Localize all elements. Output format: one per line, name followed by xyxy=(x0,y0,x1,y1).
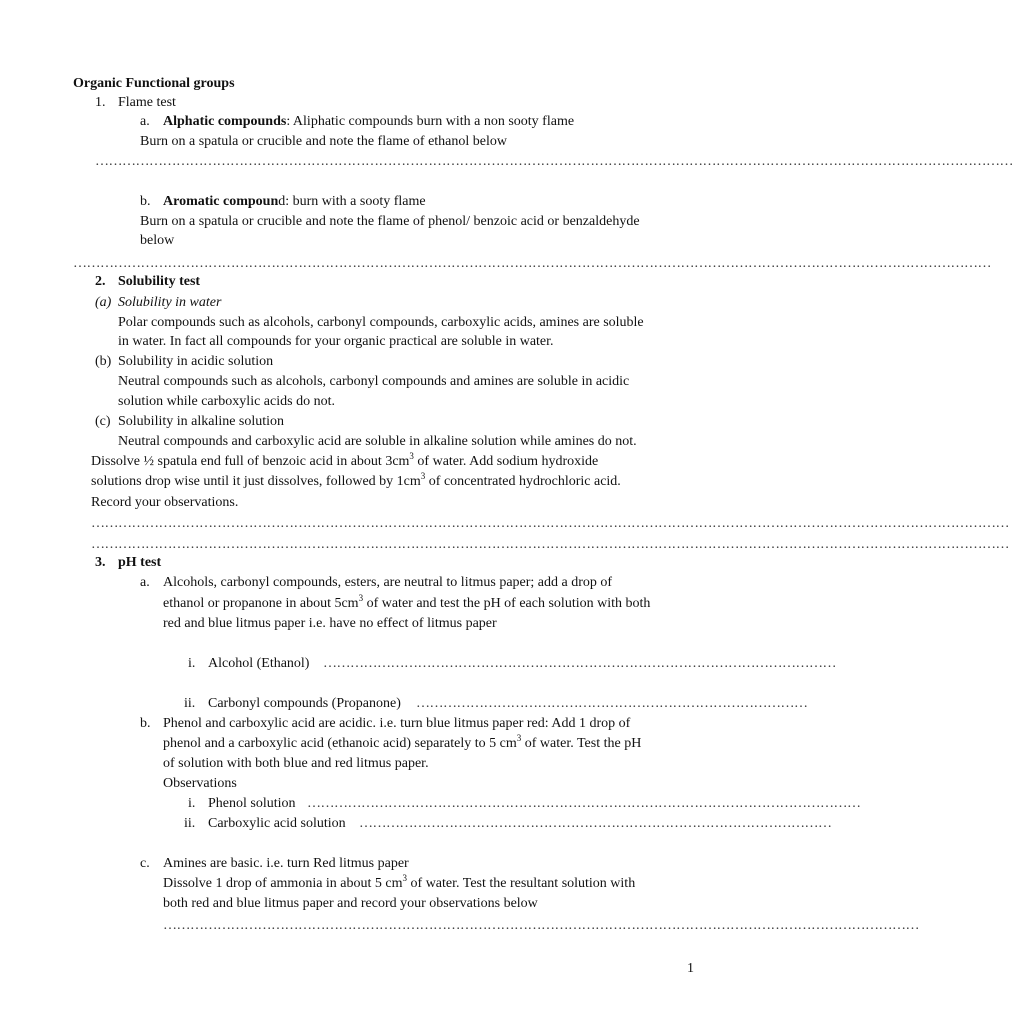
answer-line-carboxylic-acid[interactable]: …………………………………………………………………………………………… xyxy=(359,816,832,831)
ph-a-text-2: ethanol or propanone in about $5cm^3$ of water and test the pH of each solution with both xyxy=(163,593,651,611)
procedure-line-1: Dissolve ½ spatula end full of benzoic acid in about $3cm^3$ of water. Add sodium hydroxide xyxy=(91,451,599,469)
section-number-flame: 1. xyxy=(95,95,106,110)
water-text-1: Polar compounds such as alcohols, carbonyl compounds, carboxylic acids, amines are soluble xyxy=(118,315,644,330)
answer-line-ethanol-ph[interactable]: …………………………………………………………………………………………………… xyxy=(323,656,836,671)
section-heading-solubility: Solubility test xyxy=(118,274,201,289)
water-text-2: in water. In fact all compounds for your organic practical are soluble in water. xyxy=(118,334,554,349)
ph-b-ii-number: ii. xyxy=(184,816,196,831)
answer-line-ethanol-flame[interactable]: …………………………………………………………………………………………………………………………………………………………………………………… xyxy=(95,154,1013,169)
section-heading-flame: Flame test xyxy=(118,95,176,110)
ph-b-text-2: phenol and a carboxylic acid (ethanoic acid) separately to 5 $cm^3$ of water. Test the pH xyxy=(163,733,642,751)
ph-item-letter-a: a. xyxy=(140,575,150,590)
answer-line-phenol[interactable]: …………………………………………………………………………………………………………… xyxy=(307,796,861,811)
ph-b-observations: Observations xyxy=(163,776,237,791)
answer-line-solubility-1[interactable]: …………………………………………………………………………………………………………………………………………………………………………………… xyxy=(91,516,1009,531)
sub-label-c: (c) xyxy=(95,414,111,429)
acidic-text-1: Neutral compounds such as alcohols, carbonyl compounds and amines are soluble in acidic xyxy=(118,374,630,389)
ph-b-text-3: of solution with both blue and red litmus paper. xyxy=(163,756,429,771)
answer-line-propanone-ph[interactable]: …………………………………………………………………………… xyxy=(416,696,808,711)
alkaline-text-1: Neutral compounds and carboxylic acid are soluble in alkaline solution while amines do not. xyxy=(118,434,637,449)
sub-label-a: (a) xyxy=(95,295,112,310)
sub-heading-acidic: Solubility in acidic solution xyxy=(118,354,274,369)
ph-a-i-number: i. xyxy=(188,656,196,671)
ph-b-i-label: Phenol solution xyxy=(208,796,296,811)
ph-a-text-1: Alcohols, carbonyl compounds, esters, are neutral to litmus paper; add a drop of xyxy=(163,575,613,590)
item-letter-b: b. xyxy=(140,194,151,209)
ph-b-text-1: Phenol and carboxylic acid are acidic. i.e. turn blue litmus paper red: Add 1 drop of xyxy=(163,716,631,731)
answer-line-aromatic-flame[interactable]: …………………………………………………………………………………………………………………………………………………………………………………… xyxy=(73,256,991,271)
answer-line-solubility-2[interactable]: …………………………………………………………………………………………………………………………………………………………………………………… xyxy=(91,537,1009,552)
ph-c-text-1: Amines are basic. i.e. turn Red litmus paper xyxy=(163,856,409,871)
procedure-line-3: Record your observations. xyxy=(91,495,239,510)
sub-label-b: (b) xyxy=(95,354,112,369)
ph-b-i-number: i. xyxy=(188,796,196,811)
ph-b-ii-label: Carboxylic acid solution xyxy=(208,816,346,831)
ph-a-i-label: Alcohol (Ethanol) xyxy=(208,656,310,671)
sub-heading-alkaline: Solubility in alkaline solution xyxy=(118,414,285,429)
aromatic-instruction: Burn on a spatula or crucible and note the flame of phenol/ benzoic acid or benzaldehyde xyxy=(140,214,640,229)
procedure-line-2: solutions drop wise until it just dissolves, followed by $1cm^3$ of concentrated hydrochloric acid. xyxy=(91,471,621,489)
section-number-ph: 3. xyxy=(95,555,106,570)
document-title: Organic Functional groups xyxy=(73,76,235,91)
ph-a-ii-label: Carbonyl compounds (Propanone) xyxy=(208,696,401,711)
section-number-solubility: 2. xyxy=(95,274,106,289)
aromatic-line: Aromatic compound: burn with a sooty flame xyxy=(163,194,426,209)
sub-heading-water: Solubility in water xyxy=(118,295,222,310)
ph-item-letter-b: b. xyxy=(140,716,151,731)
ph-a-ii-number: ii. xyxy=(184,696,196,711)
aliphatic-instruction: Burn on a spatula or crucible and note the flame of ethanol below xyxy=(140,134,507,149)
item-letter-a: a. xyxy=(140,114,150,129)
page-number: 1 xyxy=(687,961,694,976)
aliphatic-line: Alphatic compounds: Aliphatic compounds burn with a non sooty flame xyxy=(163,114,575,129)
aromatic-instruction-cont: below xyxy=(140,233,175,248)
ph-c-text-3: both red and blue litmus paper and record your observations below xyxy=(163,896,538,911)
ph-c-text-2: Dissolve 1 drop of ammonia in about 5 $cm^3$ of water. Test the resultant solution with xyxy=(163,873,636,891)
acidic-text-2: solution while carboxylic acids do not. xyxy=(118,394,335,409)
ph-a-text-3: red and blue litmus paper i.e. have no effect of litmus paper xyxy=(163,616,497,631)
ph-item-letter-c: c. xyxy=(140,856,150,871)
answer-line-ammonia[interactable]: …………………………………………………………………………………………………………………………………………………… xyxy=(163,918,919,933)
section-heading-ph: pH test xyxy=(118,555,162,570)
